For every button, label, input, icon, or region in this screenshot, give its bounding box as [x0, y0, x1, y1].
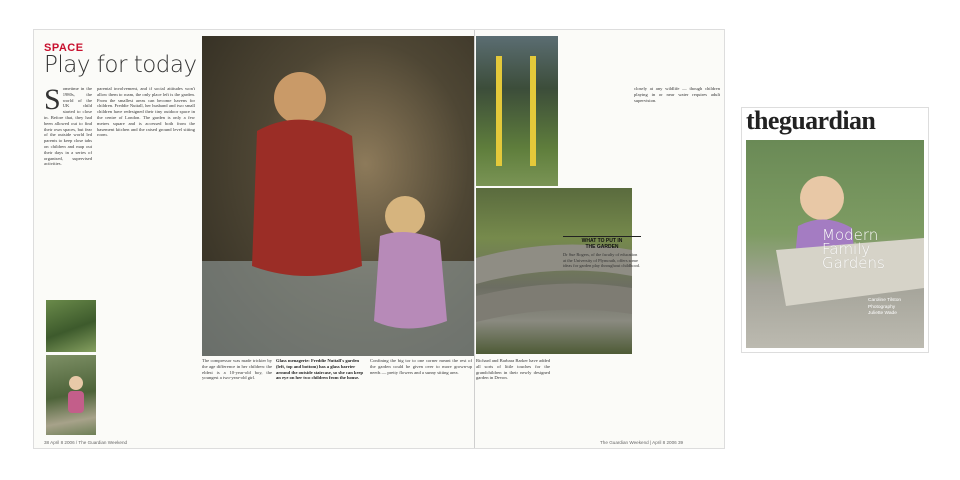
photo-small-1: [46, 300, 96, 352]
photo-1: [202, 36, 474, 356]
cover-title-line-1: Modern: [822, 226, 879, 244]
folio-left: 38 April 8 2006 / The Guardian Weekend: [44, 440, 128, 445]
column-1-text: ometime in the 1980s, the world of the UK child started to close in. Before that, they had been allowed out to find their own spaces, but fear of the outside world led parents to keep close tabs on children and map out their days in a series of organised, supervised activities.: [44, 86, 92, 167]
sidebar-box-list: [563, 252, 641, 437]
right-column-1-text: Confining the big tor to one corner meant the rest of the garden could be given over to more grown-up needs — pretty flowers and a sunny sitting area.: [370, 358, 472, 375]
garden-glass-rail-icon: [476, 36, 558, 186]
photo-small-2: [46, 355, 96, 435]
right-column-2-text: Richard and Barbara Barker have added all sorts of little touches for the grandchildren in their newly designed garden in Devon.: [476, 358, 550, 381]
cover-title-line-2: Family: [822, 240, 871, 258]
masthead-logo: theguardian: [746, 106, 876, 135]
article-column-1: [44, 86, 92, 296]
folio-right: The Guardian Weekend | April 8 2006 39: [600, 440, 684, 445]
right-column-3: [634, 86, 720, 234]
cover-photography-label: Photography: [868, 304, 896, 310]
page-gutter: [474, 30, 475, 448]
child-figure-icon: [46, 355, 96, 435]
column-3-text: The compressor was made trickier by the age difference in her children: the eldest is a 10-year-old boy, the youngest a two-year-old girl.: [202, 358, 272, 381]
cover-title: [822, 228, 885, 270]
article-column-3: [202, 358, 272, 438]
children-playing-icon: [202, 36, 474, 356]
photo-caption: Glass menagerie: Freddie Nuttall's garden (left, top and bottom) has a glass barrier around the outside staircase, so she can keep an eye on her two children from the house.: [276, 358, 364, 381]
right-column-2: [476, 358, 550, 438]
box-head-line-1: WHAT TO PUT IN: [581, 238, 623, 244]
cover-credit: [868, 298, 901, 318]
cover-author: Caroline Tilston: [868, 298, 902, 303]
column-2-text: parental involvement, and if social attitudes won't allow them to roam, the only place left is the garden. From the smallest areas can become havens for children. Freddie Nuttall, her husband and two small children have redesigned their tiny outdoor space in the centre of London. The garden is only a few metres square and is accessed both from the basement kitchen and the raised ground level sitting room.: [97, 86, 195, 138]
article-headline: Play for today: [44, 52, 197, 78]
right-column-3-text: closely at any wildlife — though children playing in or near water requires adult supervision.: [634, 86, 720, 103]
dropcap: S: [44, 86, 61, 116]
article-column-2: [97, 86, 195, 436]
photo-2: [476, 36, 558, 186]
right-column-1: [370, 358, 472, 438]
cover-photographer: Juliette Wade: [868, 311, 897, 316]
section-tag: SPACE: [44, 42, 84, 54]
box-intro: Dr Sue Rogers, of the faculty of education at the University of Plymouth, offers some ideas for garden play throughout childhood.: [563, 252, 641, 269]
box-head-line-2: THE GARDEN: [585, 244, 619, 250]
cover-title-line-3: Gardens: [822, 254, 885, 272]
sidebar-box-heading: [563, 236, 641, 250]
